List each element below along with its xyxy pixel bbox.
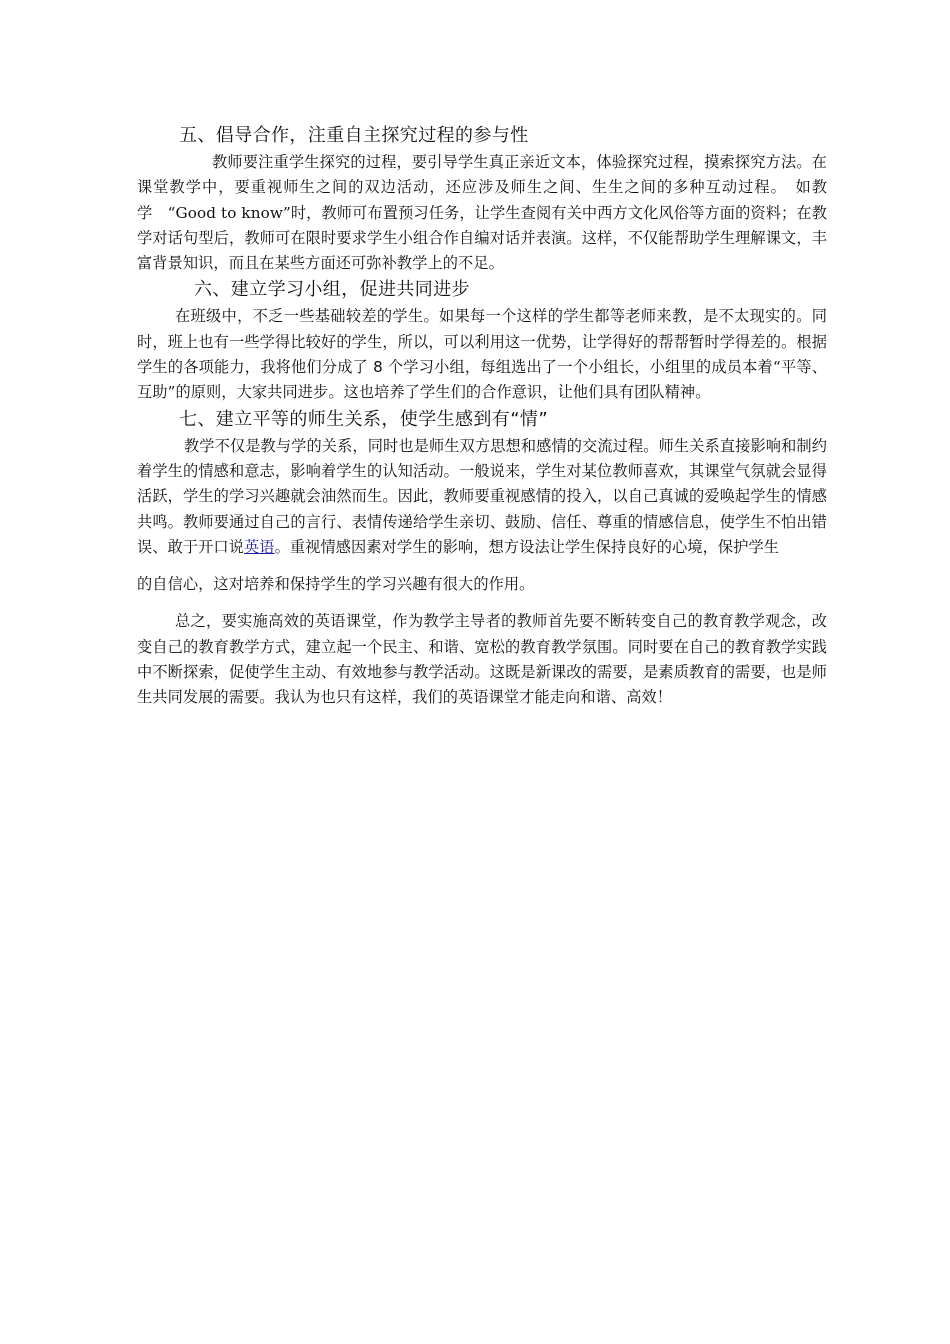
document-page bbox=[137, 122, 827, 711]
group-count: 8 bbox=[368, 358, 388, 377]
section-heading-7: 七、建立平等的师生关系，使学生感到有“情” bbox=[179, 408, 549, 430]
english-link[interactable]: 英语 bbox=[244, 537, 275, 556]
section-body-7-closing: 的自信心，这对培养和保持学生的学习兴趣有很大的作用。 bbox=[137, 575, 535, 594]
section-heading-5: 五、倡导合作，注重自主探究过程的参与性 bbox=[179, 125, 529, 146]
section-body-5: 教师要注重学生探究的过程，要引导学生真正亲近文本，体验探究过程，摸索探究方法。在课堂教学中，要重视师生之间的双边活动，还应涉及师生之间、生生之间的多种互动过程。 如教学 “Good to know”时，教师可布置预习任务，让学生查阅有关中西方文化风俗等方面的资料；在教学对话句型后，教师可在限时要求学生小组合作自编对话并表演。这样，不仅能帮助学生理解课文，丰富背景知识，而且在某些方面还可弥补教学上的不足。 bbox=[137, 153, 827, 273]
paragraph-gap bbox=[137, 597, 827, 609]
section-body-7-part-a: 教学不仅是教与学的关系，同时也是师生双方思想和感情的交流过程。师生关系直接影响和制约着学生的情感和意志，影响着学生的认知活动。一般说来，学生对某位教师喜欢，其课堂气氛就会显得活跃，学生的学习兴趣就会油然而生。因此，教师要重视感情的投入，以自己真诚的爱唤起学生的情感共鸣。教师要通过自己的言行、表情传递给学生亲切、鼓励、信任、尊重的情感信息，使学生不怕出错误、敢于开口说 bbox=[137, 436, 827, 556]
section-body-6 bbox=[137, 304, 827, 405]
section-body-6-part-a: 在班级中，不乏一些基础较差的学生。如果每一个这样的学生都等老师来教，是不太现实的。同时，班上也有一些学得比较好的学生，所以，可以利用这一优势，让学得好的帮帮暂时学得差的。根据学生的各项能力，我将他们分成了 bbox=[137, 307, 827, 377]
section-heading-6: 六、建立学习小组，促进共同进步 bbox=[194, 279, 470, 301]
summary-paragraph: 总之，要实施高效的英语课堂，作为教学主导者的教师首先要不断转变自己的教育教学观念，改变自己的教育教学方式，建立起一个民主、和谐、宽松的教育教学氛围。同时要在自己的教育教学实践中不断探索，促使学生主动、有效地参与教学活动。这既是新课改的需要，是素质教育的需要，也是师生共同发展的需要。我认为也只有这样，我们的英语课堂才能走向和谐、高效！ bbox=[137, 612, 827, 707]
section-body-6-part-b: 个学习小组，每组选出了一个小组长，小组里的成员本着“平等、互助”的原则，大家共同进步。这也培养了学生们的合作意识，让他们具有团队精神。 bbox=[137, 358, 828, 402]
section-body-7 bbox=[137, 434, 827, 560]
section-body-7-part-b: 。重视情感因素对学生的影响，想方设法让学生保持良好的心境，保护学生 bbox=[274, 537, 780, 556]
